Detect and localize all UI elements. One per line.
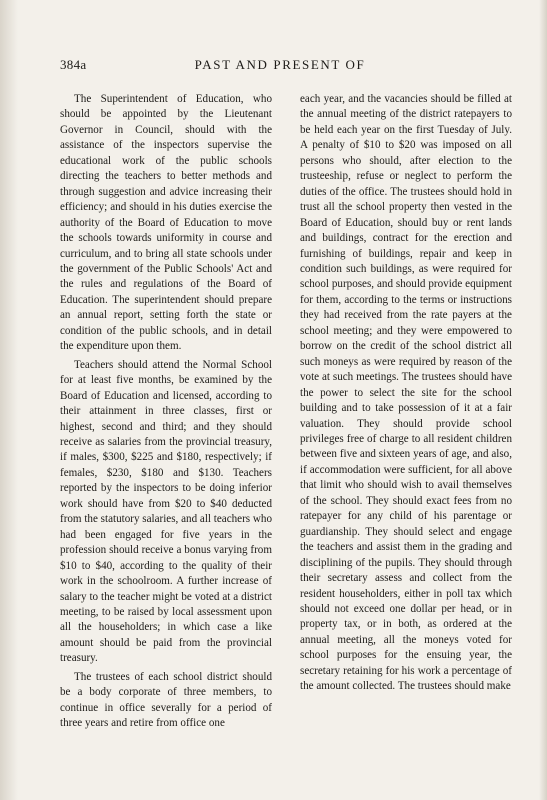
page-header [60,57,500,77]
text-columns [60,92,512,735]
paragraph: each year, and the vacancies should be filled at the annual meeting of the district ratepayers to be held each year on the first Tuesday of July. A penalty of $10 to $20 was imposed on all persons who should, after election to the trusteeship, refuse or neglect to perform the duties of the office. The trustees should hold in trust all the school property then vested in the Board of Education, should buy or rent lands and buildings, contract for the erection and furnishing of buildings, repair and keep in condition such buildings, as were required for school purposes, and should provide equipment for them, according to the terms or instructions they had received from the rate payers at the school meeting; and they were empowered to borrow on the credit of the school district all such moneys as were required by reason of the vote at such meetings. The trustees should have the power to select the site for the school building and to take possession of it at a fair valuation. They should provide school privileges free of charge to all resident children between five and sixteen years of age, and also, if accommodation were sufficient, for all above that limit who should wish to avail themselves of the school. They should exact fees from no ratepayer for any child of his parentage or guardianship. They should select and engage the teachers and assist them in the grading and disciplining of the pupils. They should through their secretary assess and collect from the resident householders, either in poll tax which should not exceed one dollar per head, or in property tax, or in both, as ordered at the annual meeting, all the moneys voted for school purposes for the ensuing year, the secretary retaining for his work a percentage of the amount collected. The trustees should make [300,93,512,693]
page-edge-shadow-right [539,0,547,800]
page-number: 384a [60,57,87,72]
paragraph: The trustees of each school district should be a body corporate of three members, to continue in office severally for a period of three years and retire from office one [60,670,272,730]
paragraph: The Superintendent of Education, who should be appointed by the Lieutenant Governor in Council, should with the assistance of the inspectors supervise the educational work of the public schools directing the teachers to better methods and through suggestion and advice increasing their efficiency; and should in his duties exercise the authority of the Board of Education to move the schools towards uniformity in course and curriculum, and to bring all state schools under the government of the Public Schools' Act and the rules and regulations of the Board of Education. The superintendent should prepare an annual report, setting forth the state or condition of the public schools, and in detail the expenditure upon them. [60,93,272,353]
page-edge-shadow [0,0,18,800]
right-column [300,92,512,735]
running-head: PAST AND PRESENT OF [194,57,366,72]
left-column [60,92,272,735]
paragraph: Teachers should attend the Normal School for at least five months, be examined by the Board of Education and licensed, according to their attainment in three classes, first or highest, second and third; and they should receive as salaries from the provincial treasury, if males, $300, $225 and $180, respectively; if females, $230, $180 and $130. Teachers reported by the inspectors to be doing inferior work should have from $20 to $40 deducted from the statutory salaries, and all teachers who had been engaged for five years in the profession should receive a bonus varying from $10 to $40, according to the quality of their work in the schoolroom. A further increase of salary to the teacher might be voted at a district meeting, to be raised by local assessment upon all the householders; in which case a like amount should be paid from the provincial treasury. [60,358,272,665]
